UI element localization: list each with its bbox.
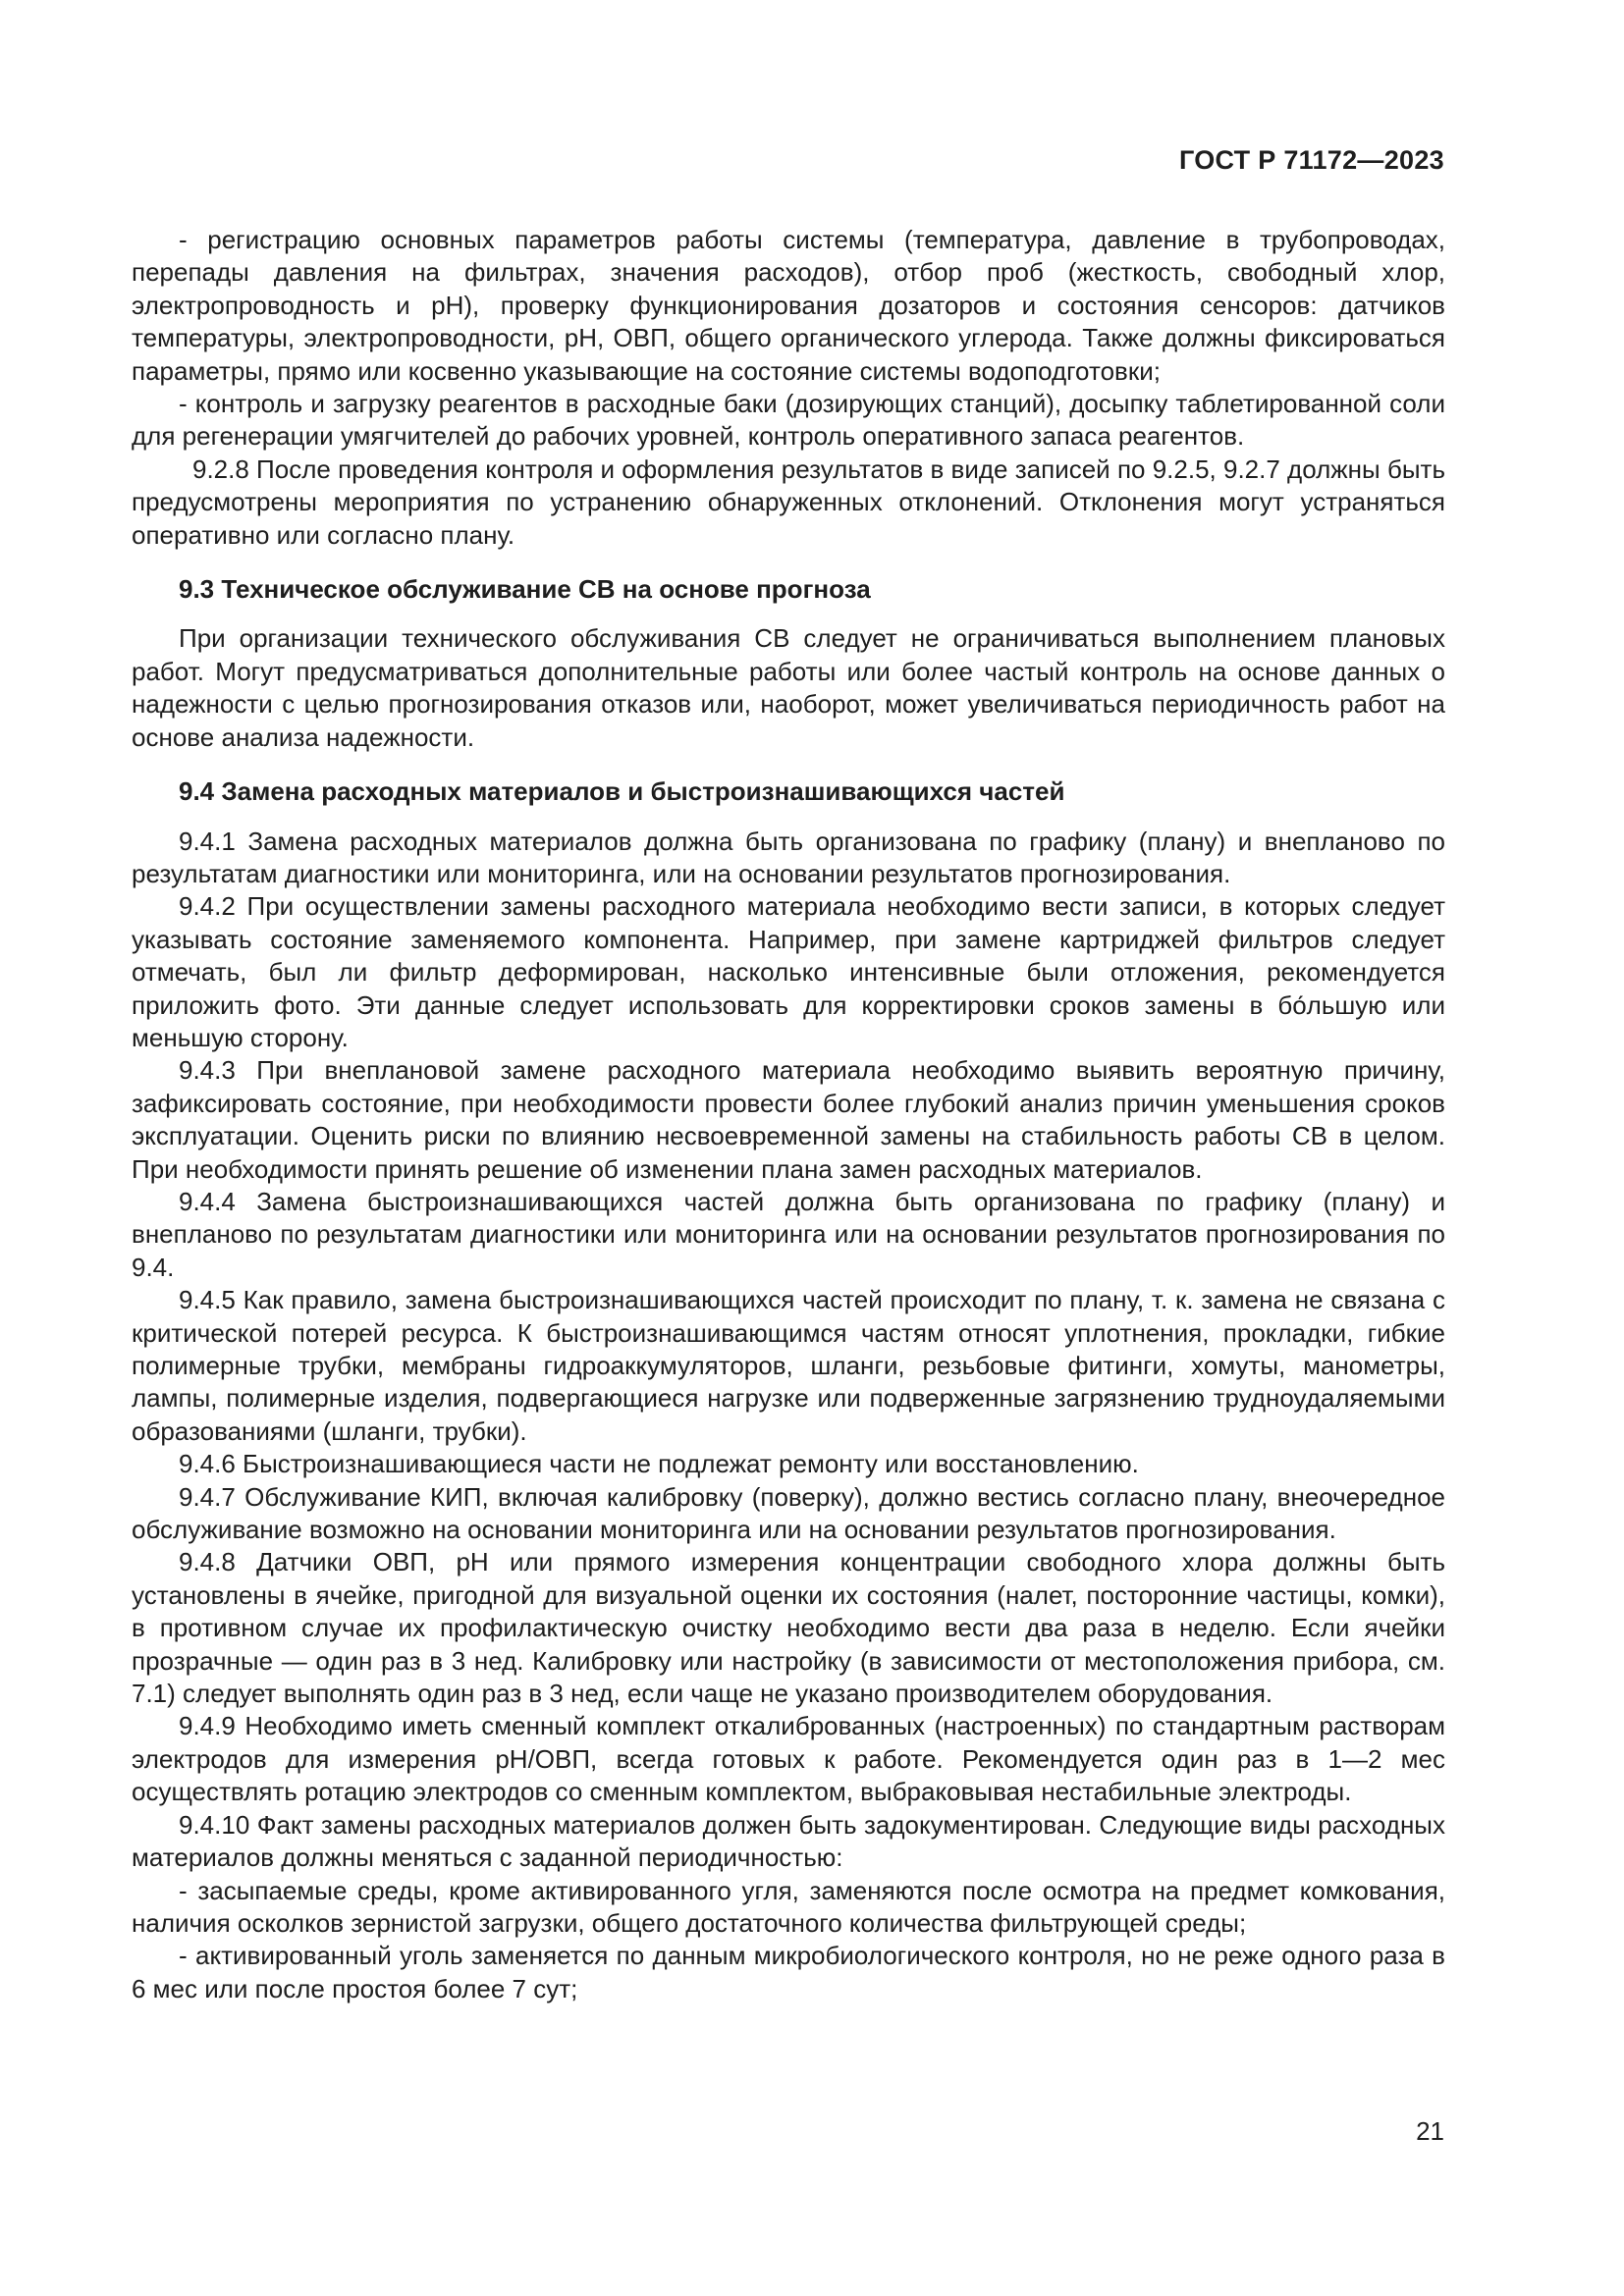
list-item-filter-media: - засыпаемые среды, кроме активированного угля, заменяются после осмотра на предмет комкования, наличия осколков зернистой загрузки, общего достаточного количества фильтрующей среды; — [132, 1875, 1445, 1938]
paragraph-reagent-control: - контроль и загрузку реагентов в расходные баки (дозирующих станций), досыпку таблетированной соли для регенерации умягчителей до рабочих уровней, контроль оперативного запаса реагентов. — [132, 389, 1445, 452]
page-number: 21 — [1416, 2116, 1444, 2146]
section-heading-9-3: 9.3 Техническое обслуживание СВ на основе прогноза — [179, 574, 871, 605]
paragraph-9-4-1: 9.4.1 Замена расходных материалов должна быть организована по графику (плану) и внепланово по результатам диагностики или мониторинга, или на основании результатов прогнозирования. — [132, 826, 1445, 888]
paragraph-9-4-2: 9.4.2 При осуществлении замены расходного материала необходимо вести записи, в которых следует указывать состояние заменяемого компонента. Например, при замене картриджей фильтров следует отмечать, был ли фильтр деформирован, насколько интенсивные были отложения, рекомендуется приложить фото. Эти данные следует использовать для корректировки сроков замены в бо́льшую или меньшую сторону. — [132, 891, 1445, 1052]
list-item-activated-carbon: - активированный уголь заменяется по данным микробиологического контроля, но не реже одного раза в 6 мес или после простоя более 7 сут; — [132, 1941, 1445, 2003]
document-code-header: ГОСТ Р 71172—2023 — [1178, 145, 1444, 175]
section-heading-9-4: 9.4 Замена расходных материалов и быстроизнашивающихся частей — [179, 776, 1065, 807]
paragraph-9-3-body: При организации технического обслуживания СВ следует не ограничиваться выполнением плановых работ. Могут предусматриваться дополнительные работы или более частый контроль на основе данных о надежности с целью прогнозирования отказов или, наоборот, может увеличиваться периодичность работ на основе анализа надежности. — [132, 623, 1445, 752]
paragraph-9-4-6: 9.4.6 Быстроизнашивающиеся части не подлежат ремонту или восстановлению. — [179, 1449, 1139, 1479]
paragraph-9-4-4: 9.4.4 Замена быстроизнашивающихся частей должна быть организована по графику (плану) и внепланово по результатам диагностики или мониторинга или на основании результатов прогнозирования по 9.4. — [132, 1186, 1445, 1282]
paragraph-9-2-8: 9.2.8 После проведения контроля и оформления результатов в виде записей по 9.2.5, 9.2.7 должны быть предусмотрены мероприятия по устранению обнаруженных отклонений. Отклонения могут устраняться оперативно или согласно плану. — [132, 454, 1445, 550]
paragraph-9-4-8: 9.4.8 Датчики ОВП, pH или прямого измерения концентрации свободного хлора должны быть установлены в ячейке, пригодной для визуальной оценки их состояния (налет, посторонние частицы, комки), в противном случае их профилактическую очистку необходимо вести два раза в неделю. Если ячейки прозрачные — один раз в 3 нед. Калибровку или настройку (в зависимости от местоположения прибора, см. 7.1) следует выполнять один раз в 3 нед, если чаще не указано производителем оборудования. — [132, 1547, 1445, 1709]
paragraph-9-4-3: 9.4.3 При внеплановой замене расходного материала необходимо выявить вероятную причину, зафиксировать состояние, при необходимости провести более глубокий анализ причин уменьшения сроков эксплуатации. Оценить риски по влиянию несвоевременной замены на стабильность работы СВ в целом. При необходимости принять решение об изменении плана замен расходных материалов. — [132, 1055, 1445, 1184]
paragraph-9-4-10: 9.4.10 Факт замены расходных материалов должен быть задокументирован. Следующие виды расходных материалов должны меняться с заданной периодичностью: — [132, 1809, 1445, 1873]
document-body — [132, 224, 1445, 2005]
paragraph-9-4-5: 9.4.5 Как правило, замена быстроизнашивающихся частей происходит по плану, т. к. замена не связана с критической потерей ресурса. К быстроизнашивающимся частям относят уплотнения, прокладки, гибкие полимерные трубки, мембраны гидроаккумуляторов, шланги, резьбовые фитинги, хомуты, манометры, лампы, полимерные изделия, подвергающиеся нагрузке или подверженные загрязнению трудноудаляемыми образованиями (шланги, трубки). — [132, 1285, 1445, 1446]
paragraph-9-4-9: 9.4.9 Необходимо иметь сменный комплект откалиброванных (настроенных) по стандартным растворам электродов для измерения pH/ОВП, всегда готовых к работе. Рекомендуется один раз в 1—2 мес осуществлять ротацию электродов со сменным комплектом, выбраковывая нестабильные электроды. — [132, 1711, 1445, 1807]
paragraph-9-4-7: 9.4.7 Обслуживание КИП, включая калибровку (поверку), должно вестись согласно плану, внеочередное обслуживание возможно на основании мониторинга или на основании результатов прогнозирования. — [132, 1481, 1445, 1545]
paragraph-registration: - регистрацию основных параметров работы системы (температура, давление в трубопроводах, перепады давления на фильтрах, значения расходов), отбор проб (жесткость, свободный хлор, электропроводность и pH), проверку функционирования дозаторов и состояния сенсоров: датчиков температуры, электропроводности, pH, ОВП, общего органического углерода. Также должны фиксироваться параметры, прямо или косвенно указывающие на состояние системы водоподготовки; — [132, 225, 1445, 386]
